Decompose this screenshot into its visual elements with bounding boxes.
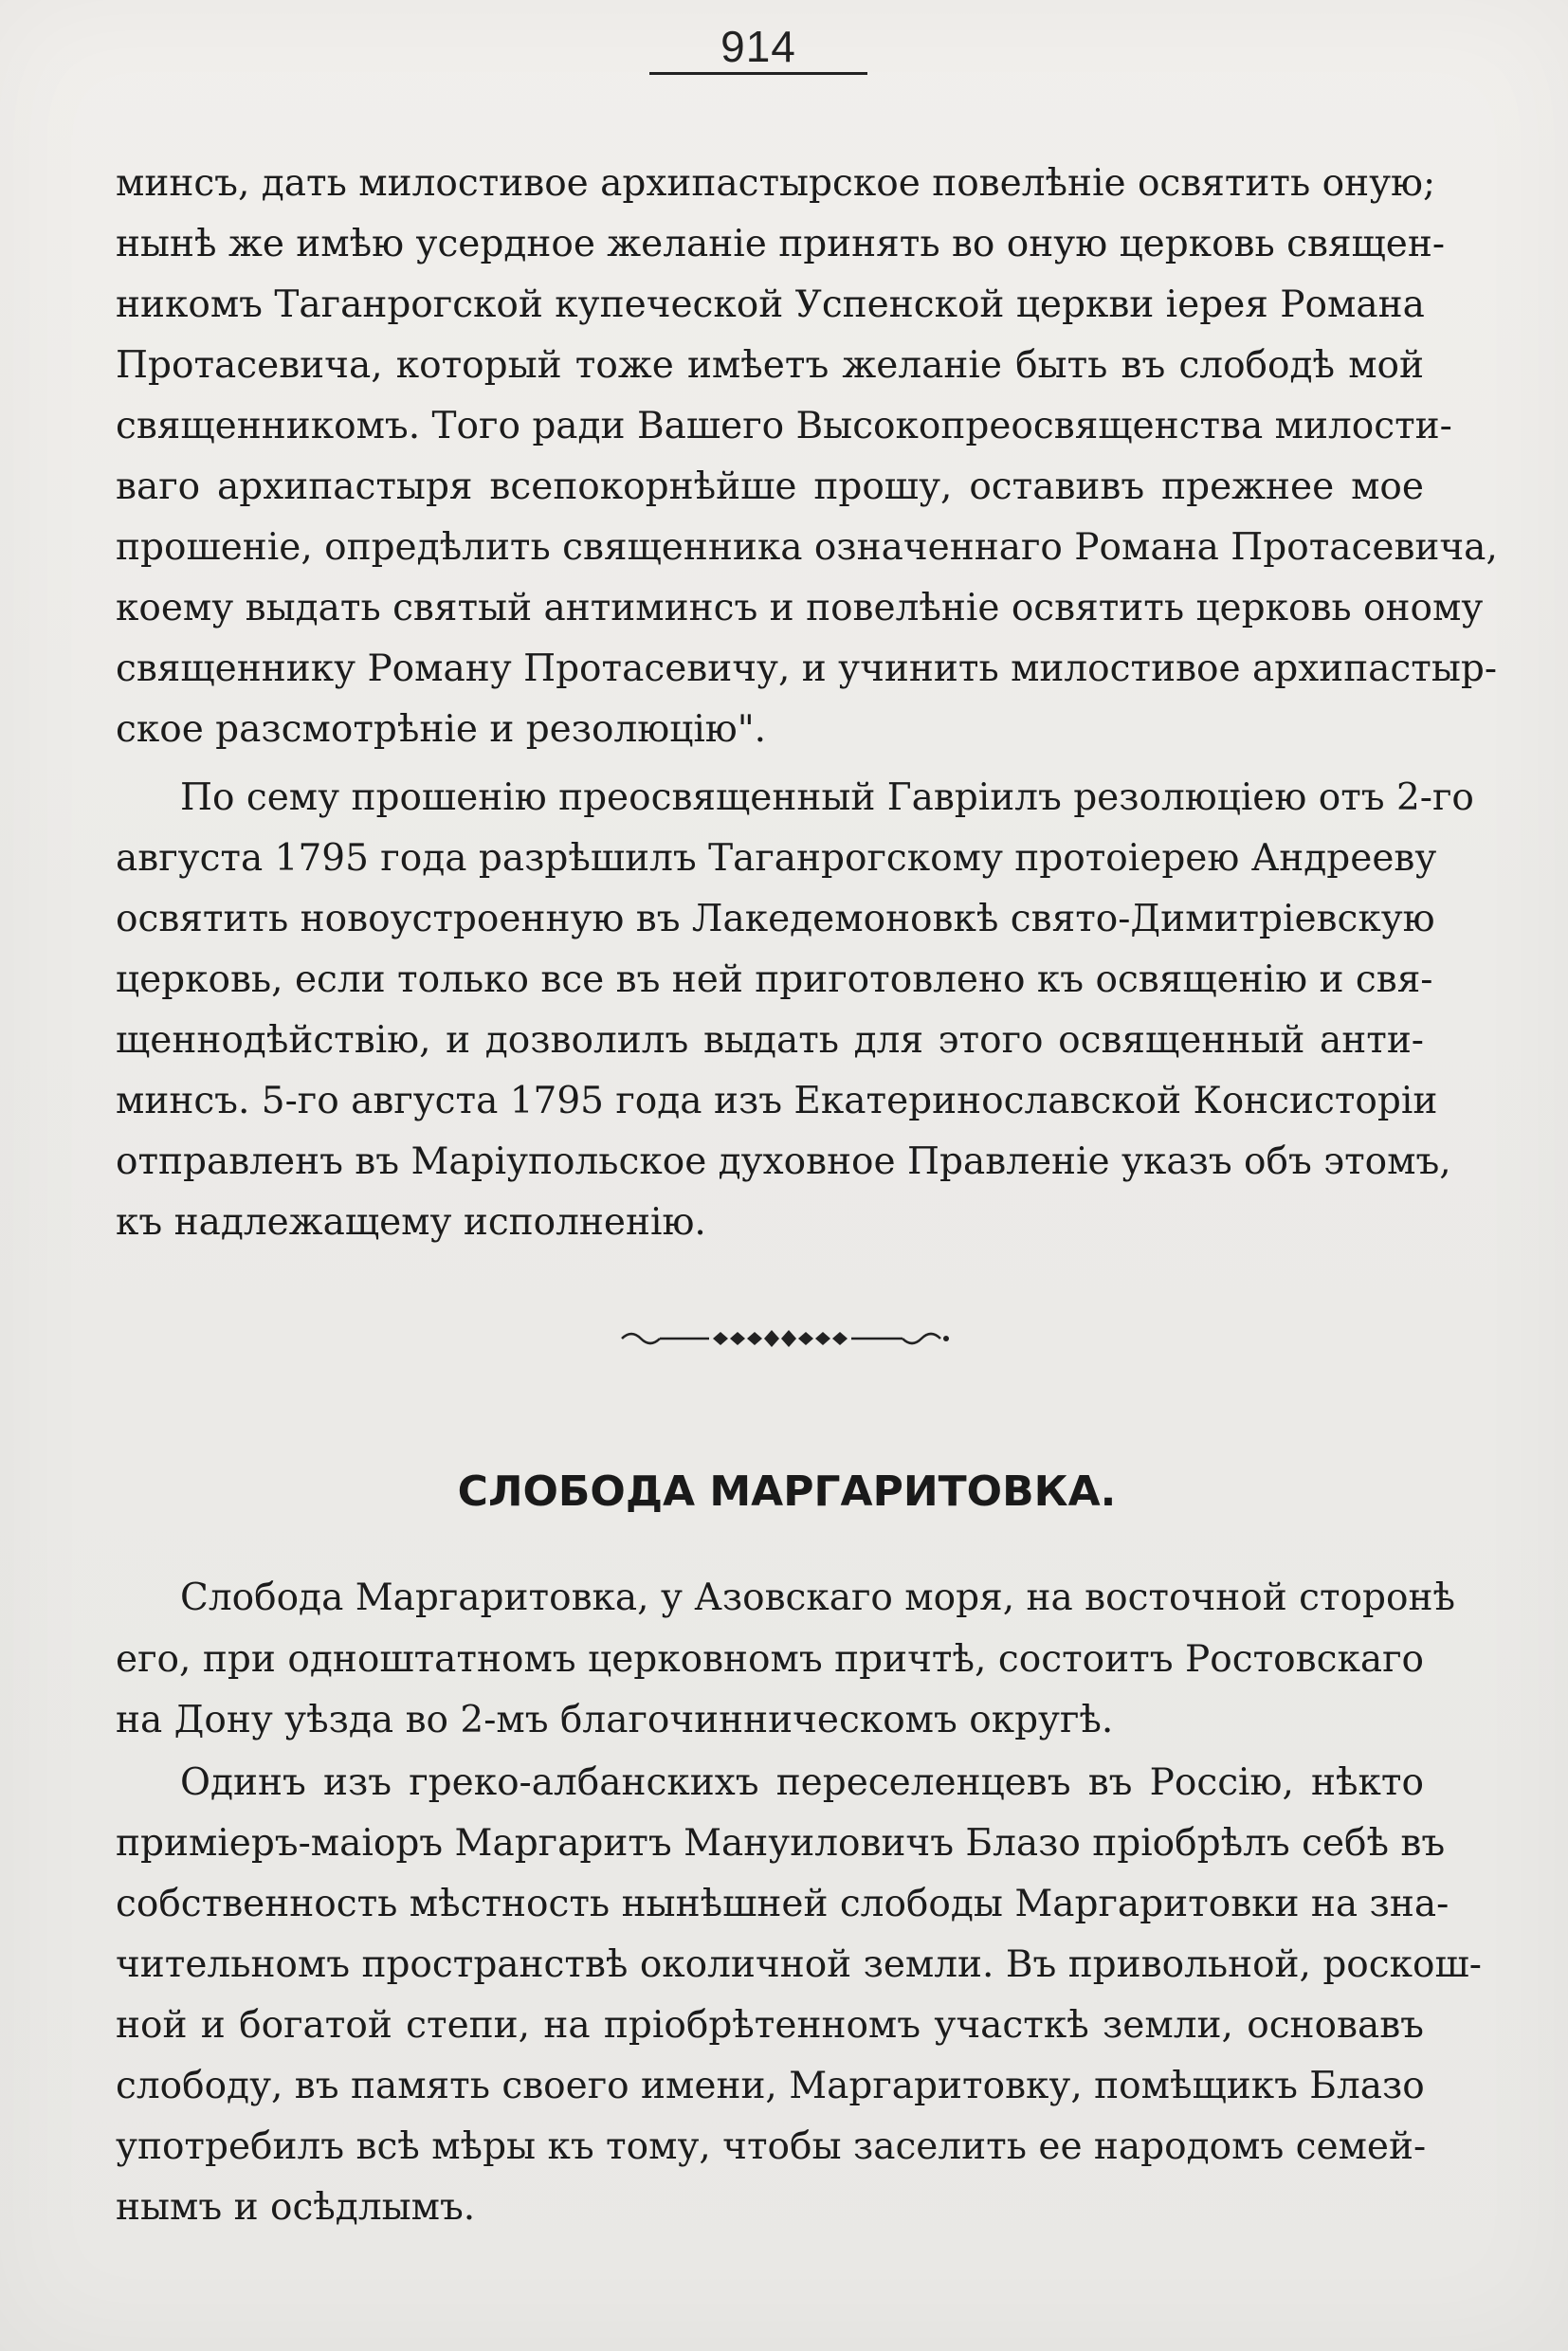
text-line: никомъ Таганрогской купеческой Успенской церкви іерея Романа [116,283,1425,326]
text-line: собственность мѣстность нынѣшней слободы Маргаритовки на зна- [116,1883,1449,1925]
text-line: ной и богатой степи, на пріобрѣтенномъ участкѣ земли, основавъ [116,2004,1424,2047]
text-line: нынѣ же имѣю усердное желаніе принять во оную церковь священ- [116,223,1446,265]
text-line: августа 1795 года разрѣшилъ Таганрогскому протоіерею Андрееву [116,837,1437,880]
text-line: ское разсмотрѣніе и резолюцію". [116,708,767,751]
text-line: Одинъ изъ греко-албанскихъ переселенцевъ въ Россію, нѣкто [180,1761,1424,1804]
ornament-divider [618,1321,950,1353]
text-line: Слобода Маргаритовка, у Азовскаго моря, на восточной сторонѣ [180,1576,1455,1619]
text-line: церковь, если только все въ ней приготовлено къ освященію и свя- [116,958,1433,1001]
text-line: минсъ. 5-го августа 1795 года изъ Екатеринославской Консисторіи [116,1080,1438,1122]
text-line: ваго архипастыря всепокорнѣйше прошу, оставивъ прежнее мое [116,465,1424,508]
text-line: коему выдать святый антиминсъ и повелѣніе освятить церковь оному [116,587,1484,629]
section-title: СЛОБОДА МАРГАРИТОВКА. [457,1467,1117,1516]
text-line: щеннодѣйствію, и дозволилъ выдать для этого освященный анти- [116,1019,1424,1062]
text-line: слободу, въ память своего имени, Маргаритовку, помѣщикъ Блазо [116,2065,1425,2107]
text-line: чительномъ пространствѣ околичной земли. Въ привольной, роскош- [116,1943,1482,1986]
text-line: его, при одноштатномъ церковномъ причтѣ, состоитъ Ростовскаго [116,1638,1424,1681]
text-line: освятить новоустроенную въ Лакедемоновкѣ свято-Димитріевскую [116,898,1435,940]
page-number: 914 [720,22,796,71]
text-line: священнику Роману Протасевичу, и учинить милостивое архипастыр- [116,647,1498,690]
text-line: прошеніе, опредѣлить священника означеннаго Романа Протасевича, [116,526,1498,569]
text-line: По сему прошенію преосвященный Гавріилъ резолюціею отъ 2-го [180,776,1474,819]
text-line: священникомъ. Того ради Вашего Высокопреосвященства милости- [116,405,1452,447]
text-line: нымъ и осѣдлымъ. [116,2186,476,2229]
text-line: употребилъ всѣ мѣры къ тому, чтобы заселить ее народомъ семей- [116,2125,1427,2168]
text-line: на Дону уѣзда во 2-мъ благочинническомъ округѣ. [116,1699,1114,1741]
text-line: приміеръ-маіоръ Маргаритъ Мануиловичъ Блазо пріобрѣлъ себѣ въ [116,1822,1446,1865]
page-number-rule [649,72,867,75]
text-line: къ надлежащему исполненію. [116,1201,706,1244]
text-line: Протасевича, который тоже имѣетъ желаніе быть въ слободѣ мой [116,344,1424,387]
text-line: отправленъ въ Маріупольское духовное Правленіе указъ объ этомъ, [116,1140,1451,1183]
text-line: минсъ, дать милостивое архипастырское повелѣніе освятить оную; [116,162,1436,205]
